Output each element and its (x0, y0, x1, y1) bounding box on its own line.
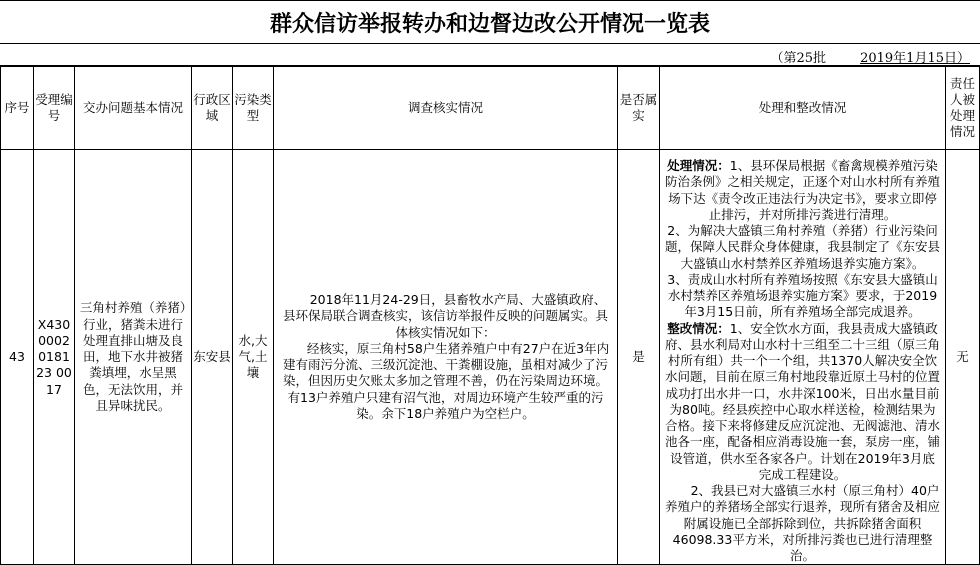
header-code: 受理编号 (34, 67, 75, 150)
batch-label: （第25批 (770, 51, 826, 66)
handling-heading-1: 处理情况： (667, 158, 730, 173)
report-table (0, 66, 980, 565)
handling-para-1: 1、县环保局根据《畜禽规模养殖污染防治条例》之相关规定，正逐个对山水村所有养殖场下达《责令改正违法行为决定书》，要求立即停止排污，并对所排污粪进行清理。 (664, 158, 940, 222)
header-resp: 责任人被处理情况 (946, 67, 980, 150)
handling-para-4: 1、安全饮水方面，我县责成大盛镇政府、县水利局对山水村十三组至二十三组（原三角村所有组）共一个一个组，共1370人解决安全饮水问题，目前在原三角村地段靠近原土马村的位置成功打出水井一口，水井深100米，日出水量目前为80吨。经县疾控中心取水样送检，检测结果为合格。接下来将修建反应沉淀池、无阀滤池、清水池各一座，配备相应消毒设施一套，泵房一座，铺设管道，供水至各家各户。计划在2019年3月底完成工程建设。 (664, 320, 940, 482)
handling-block-2 (664, 321, 941, 484)
header-region: 行政区域 (192, 67, 233, 150)
handling-para-2: 2、为解决大盛镇三角村养殖（养猪）行业污染问题，保障人民群众身体健康，我县制定了《东安县大盛镇山水村禁养区养殖场退养实施方案》。 (664, 223, 940, 271)
cell-handling (660, 150, 946, 565)
document-title: 群众信访举报转办和边督边改公开情况一览表 (0, 0, 980, 44)
cell-investigation (274, 150, 618, 565)
handling-block-1 (664, 158, 941, 223)
cell-code: X4300002018123 0017 (34, 150, 75, 565)
header-seq: 序号 (1, 67, 34, 150)
cell-type: 水,大气,土壤 (233, 150, 274, 565)
cell-seq: 43 (1, 150, 34, 565)
handling-para-3: 3、责成山水村所有养殖场按照《东安县大盛镇山水村禁养区养殖场退养实施方案》要求，于2019年3月15日前，所有养殖场全部完成退养。 (667, 271, 938, 320)
header-invest: 调查核实情况 (274, 67, 618, 150)
table-row (1, 150, 980, 565)
cell-is-true: 是 (618, 150, 660, 565)
cell-issue: 三角村养殖（养猪）行业，猪粪未进行处理直排山塘及良田，地下水井被猪粪填埋，水呈黑色，无法饮用，并且异味扰民。 (75, 150, 192, 565)
investigation-para-1: 2018年11月24-29日，县畜牧水产局、大盛镇政府、县环保局联合调查核实，该信访举报件反映的问题属实。具体核实情况如下： (282, 292, 608, 340)
date-label: 2019年1月15日） (860, 51, 970, 66)
cell-resp: 无 (946, 150, 980, 565)
header-is-true: 是否属实 (618, 67, 660, 150)
investigation-para-2: 经核实，原三角村58户生猪养殖户中有27户在近3年内建有雨污分流、三级沉淀池、干粪棚设施，虽相对减少了污染，但因历史欠账太多加之管理不善，仍在污染周边环境。有13户养殖户只建有沼气池，对周边环境产生较严重的污染。余下18户养殖户为空栏户。 (282, 340, 610, 421)
header-type: 污染类型 (233, 67, 274, 150)
handling-para-5: 2、我县已对大盛镇三水村（原三角村）40户养殖户的养猪场全部实行退养，现所有猪舍及相应附属设施已全部拆除到位，共拆除猪舍面积46098.33平方米，对所排污粪也已进行清理整治。 (664, 483, 940, 563)
header-issue: 交办问题基本情况 (75, 67, 192, 150)
header-handle: 处理和整改情况 (660, 67, 946, 150)
cell-region: 东安县 (192, 150, 233, 565)
header-row (1, 67, 980, 150)
handling-heading-2: 整改情况： (667, 320, 730, 336)
batch-date-line (0, 44, 980, 66)
